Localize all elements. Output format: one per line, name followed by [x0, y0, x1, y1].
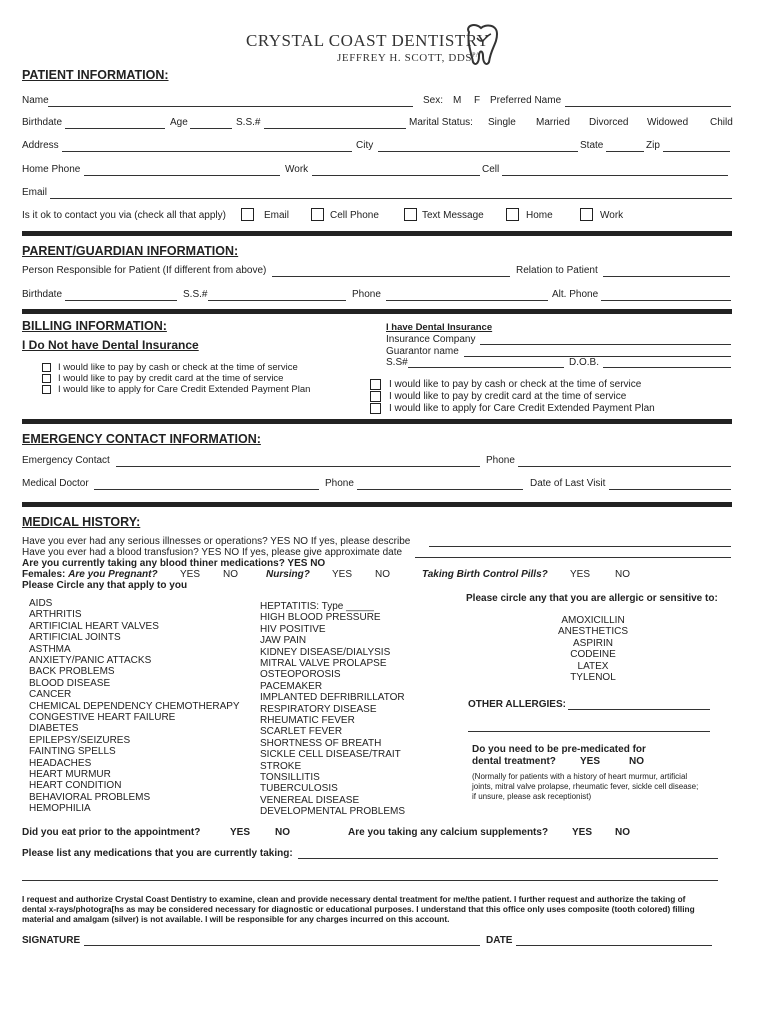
emergency-heading: EMERGENCY CONTACT INFORMATION: — [22, 432, 261, 446]
marital-divorced[interactable]: Divorced — [589, 117, 629, 128]
thinner-question: Are you currently taking any blood thiner medications? YES NO — [22, 558, 326, 569]
nursing-yes[interactable]: YES — [332, 569, 353, 580]
section-divider — [22, 419, 732, 424]
condition-item[interactable]: PACEMAKER — [260, 680, 323, 692]
ins-credit-label: I would like to pay by credit card at the time of service — [389, 391, 627, 402]
condition-item[interactable]: ARTIFICIAL HEART VALVES — [29, 620, 159, 632]
sex-f-option[interactable]: F — [474, 95, 481, 106]
birth-control-label: Taking Birth Control Pills? — [422, 569, 548, 580]
nursing-label: Nursing? — [266, 569, 310, 580]
ate-yes[interactable]: YES — [230, 827, 251, 838]
condition-item[interactable]: HEADACHES — [29, 757, 92, 769]
allergy-item[interactable]: ASPIRIN — [572, 637, 613, 649]
relation-label: Relation to Patient — [516, 265, 598, 276]
email-label: Email — [22, 187, 48, 198]
no-ins-carecredit-checkbox[interactable] — [42, 385, 51, 394]
condition-item[interactable]: BACK PROBLEMS — [29, 666, 115, 678]
contact-home-label: Home — [526, 210, 553, 221]
state-label: State — [580, 140, 604, 151]
allergy-item[interactable]: CODEINE — [570, 649, 616, 661]
email-field[interactable] — [50, 198, 732, 199]
birth-control-yes[interactable]: YES — [570, 569, 591, 580]
insured-ss-label: S.S# — [386, 357, 408, 368]
nursing-no[interactable]: NO — [375, 569, 390, 580]
premed-note-3: if unsure, please ask receptionist) — [472, 792, 592, 801]
medications-field-2[interactable] — [22, 880, 718, 881]
consent-line-3: material and amalgam (silver) is not available. I will be responsible for any charges incurred on this account. — [22, 914, 450, 924]
marital-married[interactable]: Married — [536, 117, 570, 128]
consent-line-2: dental x-rays/photogra[hs as may be considered necessary for diagnostic or educational purposes. I understand that this office only uses composite (tooth colored) filling — [22, 904, 695, 914]
premed-yes[interactable]: YES — [580, 756, 601, 767]
condition-item[interactable]: JAW PAIN — [260, 635, 307, 647]
contact-cell-checkbox[interactable] — [311, 208, 324, 221]
guardian-ss-field[interactable] — [208, 300, 346, 301]
billing-heading: BILLING INFORMATION: — [22, 319, 167, 333]
condition-item[interactable]: SICKLE CELL DISEASE/TRAIT — [260, 749, 401, 761]
marital-widowed[interactable]: Widowed — [647, 117, 689, 128]
ins-cash-label: I would like to pay by cash or check at the time of service — [389, 379, 642, 390]
guardian-heading: PARENT/GUARDIAN INFORMATION: — [22, 244, 239, 258]
condition-item[interactable]: EPILEPSY/SEIZURES — [29, 734, 131, 746]
pregnant-yes[interactable]: YES — [180, 569, 201, 580]
no-ins-cash-label: I would like to pay by cash or check at the time of service — [58, 362, 298, 373]
emergency-phone-field[interactable] — [518, 466, 731, 467]
marital-single[interactable]: Single — [488, 117, 516, 128]
state-field[interactable] — [606, 151, 644, 152]
tooth-logo-icon — [463, 22, 503, 68]
preferred-name-field[interactable] — [565, 106, 731, 107]
circle-prompt: Please Circle any that apply to you — [22, 580, 188, 591]
condition-item[interactable]: KIDNEY DISEASE/DIALYSIS — [260, 646, 391, 658]
birthdate-label: Birthdate — [22, 117, 63, 128]
city-field[interactable] — [378, 151, 578, 152]
emergency-phone-label: Phone — [486, 455, 515, 466]
premed-note-2: joints, mitral valve prolapse, rheumatic fever, sickle cell disease; — [472, 782, 699, 791]
premed-no[interactable]: NO — [629, 756, 644, 767]
condition-item[interactable]: DEVELOPMENTAL PROBLEMS — [260, 806, 406, 818]
practice-name: CRYSTAL COAST DENTISTRY — [246, 31, 490, 50]
calcium-no[interactable]: NO — [615, 827, 630, 838]
transfusion-question: Have you ever had a blood transfusion? YES NO If yes, please give approximate date — [22, 547, 403, 558]
condition-item[interactable]: HEART CONDITION — [29, 780, 122, 792]
patient-info-heading: PATIENT INFORMATION: — [22, 68, 169, 82]
signature-field[interactable] — [84, 945, 480, 946]
allergy-item[interactable]: ANESTHETICS — [557, 626, 628, 638]
responsible-field[interactable] — [272, 276, 510, 277]
medical-doctor-label: Medical Doctor — [22, 478, 89, 489]
condition-item[interactable]: ARTHRITIS — [29, 609, 82, 621]
sex-m-option[interactable]: M — [453, 95, 462, 106]
home-phone-label: Home Phone — [22, 164, 81, 175]
guardian-phone-label: Phone — [352, 289, 381, 300]
no-ins-credit-checkbox[interactable] — [42, 374, 51, 383]
medications-field[interactable] — [298, 858, 718, 859]
city-label: City — [356, 140, 374, 151]
condition-item[interactable]: OSTEOPOROSIS — [260, 669, 341, 681]
doctor-phone-field[interactable] — [357, 489, 523, 490]
home-phone-field[interactable] — [84, 175, 280, 176]
contact-question: Is it ok to contact you via (check all that apply) — [22, 210, 226, 221]
contact-text-label: Text Message — [422, 210, 484, 221]
contact-home-checkbox[interactable] — [506, 208, 519, 221]
relation-field[interactable] — [603, 276, 730, 277]
cell-phone-label: Cell — [482, 164, 500, 175]
ins-credit-checkbox[interactable] — [370, 391, 381, 402]
allergy-item[interactable]: TYLENOL — [570, 672, 616, 683]
condition-item[interactable]: HIGH BLOOD PRESSURE — [260, 612, 381, 624]
medical-doctor-field[interactable] — [94, 489, 319, 490]
insured-dob-label: D.O.B. — [569, 357, 600, 368]
condition-item[interactable]: ANXIETY/PANIC ATTACKS — [29, 655, 152, 666]
responsible-label: Person Responsible for Patient (If different from above) — [22, 265, 267, 276]
insured-dob-field[interactable] — [603, 367, 731, 368]
condition-item[interactable]: RESPIRATORY DISEASE — [260, 703, 377, 715]
contact-work-label: Work — [600, 210, 624, 221]
guardian-alt-phone-label: Alt. Phone — [552, 289, 599, 300]
guardian-birthdate-field[interactable] — [65, 300, 177, 301]
birth-control-no[interactable]: NO — [615, 569, 630, 580]
no-ins-credit-label: I would like to pay by credit card at the time of service — [58, 373, 284, 384]
calcium-yes[interactable]: YES — [572, 827, 593, 838]
sex-label: Sex: — [423, 95, 444, 106]
condition-item[interactable]: ARTIFICIAL JOINTS — [29, 632, 121, 644]
no-insurance-heading: I Do Not have Dental Insurance — [22, 338, 199, 352]
condition-item[interactable]: STROKE — [260, 760, 302, 772]
contact-email-label: Email — [264, 210, 290, 221]
condition-item[interactable]: TONSILLITIS — [260, 772, 320, 783]
insured-ss-field[interactable] — [408, 367, 564, 368]
address-field[interactable] — [62, 151, 352, 152]
insurance-company-label: Insurance Company — [386, 334, 476, 345]
dentist-name: JEFFREY H. SCOTT, $DDS^{PA}$ — [337, 52, 481, 64]
last-visit-label: Date of Last Visit — [530, 478, 606, 489]
ss-label: S.S.# — [236, 117, 261, 128]
emergency-contact-field[interactable] — [116, 466, 480, 467]
age-field[interactable] — [190, 128, 232, 129]
signature-label: SIGNATURE — [22, 935, 81, 946]
marital-child[interactable]: Child — [710, 117, 733, 128]
no-ins-cash-checkbox[interactable] — [42, 363, 51, 372]
ate-question: Did you eat prior to the appointment? — [22, 827, 201, 838]
section-divider — [22, 309, 732, 314]
contact-work-checkbox[interactable] — [580, 208, 593, 221]
condition-item[interactable]: HIV POSITIVE — [260, 623, 326, 635]
guarantor-label: Guarantor name — [386, 346, 459, 357]
contact-email-checkbox[interactable] — [241, 208, 254, 221]
illness-field[interactable] — [429, 546, 731, 547]
premed-note-1: (Normally for patients with a history of heart murmur, artificial — [472, 772, 688, 781]
condition-item[interactable]: HEART MURMUR — [29, 769, 111, 780]
condition-item[interactable]: CONGESTIVE HEART FAILURE — [29, 712, 176, 723]
calcium-question: Are you taking any calcium supplements? — [348, 827, 549, 838]
condition-item[interactable]: BLOOD DISEASE — [29, 677, 111, 689]
condition-item[interactable]: BEHAVIORAL PROBLEMS — [29, 791, 151, 803]
insurance-company-field[interactable] — [480, 344, 731, 345]
condition-item[interactable]: SCARLET FEVER — [260, 726, 343, 738]
condition-item[interactable]: VENEREAL DISEASE — [260, 794, 360, 806]
condition-item[interactable]: TUBERCULOSIS — [260, 783, 338, 795]
ins-carecredit-label: I would like to apply for Care Credit Extended Payment Plan — [389, 403, 655, 414]
condition-item[interactable]: AIDS — [29, 598, 53, 609]
condition-item[interactable]: CANCER — [29, 689, 72, 701]
allergy-prompt: Please circle any that you are allergic or sensitive to: — [466, 593, 718, 604]
other-allergies-label: OTHER ALLERGIES: — [468, 699, 566, 710]
section-divider — [22, 231, 732, 236]
birthdate-field[interactable] — [65, 128, 165, 129]
pregnant-no[interactable]: NO — [223, 569, 238, 580]
ins-cash-checkbox[interactable] — [370, 379, 381, 390]
medical-history-heading: MEDICAL HISTORY: — [22, 515, 141, 529]
condition-item[interactable]: IMPLANTED DEFRIBRILLATOR — [260, 692, 405, 704]
ss-field[interactable] — [264, 128, 406, 129]
date-field[interactable] — [516, 945, 712, 946]
condition-item[interactable]: FAINTING SPELLS — [29, 746, 116, 758]
condition-item[interactable]: HEPTATITIS: Type _____ — [260, 601, 374, 612]
cell-phone-field[interactable] — [502, 175, 728, 176]
guardian-phone-field[interactable] — [386, 300, 548, 301]
work-phone-label: Work — [285, 164, 309, 175]
name-label: Name — [22, 95, 49, 106]
condition-item[interactable]: MITRAL VALVE PROLAPSE — [260, 658, 387, 669]
condition-item[interactable]: SHORTNESS OF BREATH — [260, 737, 382, 749]
allergy-item[interactable]: LATEX — [577, 660, 609, 672]
zip-field[interactable] — [663, 151, 730, 152]
ins-carecredit-checkbox[interactable] — [370, 403, 381, 414]
transfusion-field[interactable] — [415, 557, 731, 558]
guardian-birthdate-label: Birthdate — [22, 289, 63, 300]
illness-question: Have you ever had any serious illnesses or operations? YES NO If yes, please describe — [22, 536, 411, 547]
premed-question: Do you need to be pre-medicated for — [472, 744, 646, 755]
guardian-ss-label: S.S.# — [183, 289, 208, 300]
consent-line-1: I request and authorize Crystal Coast Dentistry to examine, clean and provide necessary dental treatment for me/the patient. I further request and authorize the taking of — [22, 894, 686, 904]
zip-label: Zip — [646, 140, 660, 151]
date-label: DATE — [486, 935, 513, 946]
marital-status-label: Marital Status: — [409, 117, 473, 128]
last-visit-field[interactable] — [609, 489, 731, 490]
address-label: Address — [22, 140, 59, 151]
no-ins-carecredit-label: I would like to apply for Care Credit Extended Payment Plan — [58, 384, 311, 395]
condition-item[interactable]: CHEMICAL DEPENDENCY CHEMOTHERAPY — [29, 700, 240, 712]
have-insurance-heading: I have Dental Insurance — [386, 322, 493, 333]
guardian-alt-phone-field[interactable] — [601, 300, 731, 301]
other-allergies-field-2[interactable] — [468, 731, 710, 732]
doctor-phone-label: Phone — [325, 478, 354, 489]
condition-item[interactable]: DIABETES — [29, 723, 79, 735]
emergency-contact-label: Emergency Contact — [22, 455, 110, 466]
females-label: Females: Are you Pregnant? — [22, 569, 158, 580]
preferred-name-label: Preferred Name — [490, 95, 562, 106]
contact-text-checkbox[interactable] — [404, 208, 417, 221]
premed-question-2: dental treatment? — [472, 756, 556, 767]
work-phone-field[interactable] — [312, 175, 480, 176]
condition-item[interactable]: HEMOPHILIA — [29, 803, 91, 815]
allergy-item[interactable]: AMOXICILLIN — [561, 615, 625, 626]
name-field[interactable] — [48, 106, 413, 107]
contact-cell-label: Cell Phone — [330, 210, 379, 221]
medications-label: Please list any medications that you are currently taking: — [22, 848, 293, 859]
age-label: Age — [170, 117, 188, 128]
condition-item[interactable]: ASTHMA — [29, 643, 71, 655]
section-divider — [22, 502, 732, 507]
other-allergies-field[interactable] — [568, 709, 710, 710]
ate-no[interactable]: NO — [275, 827, 290, 838]
condition-item[interactable]: RHEUMATIC FEVER — [260, 715, 355, 726]
